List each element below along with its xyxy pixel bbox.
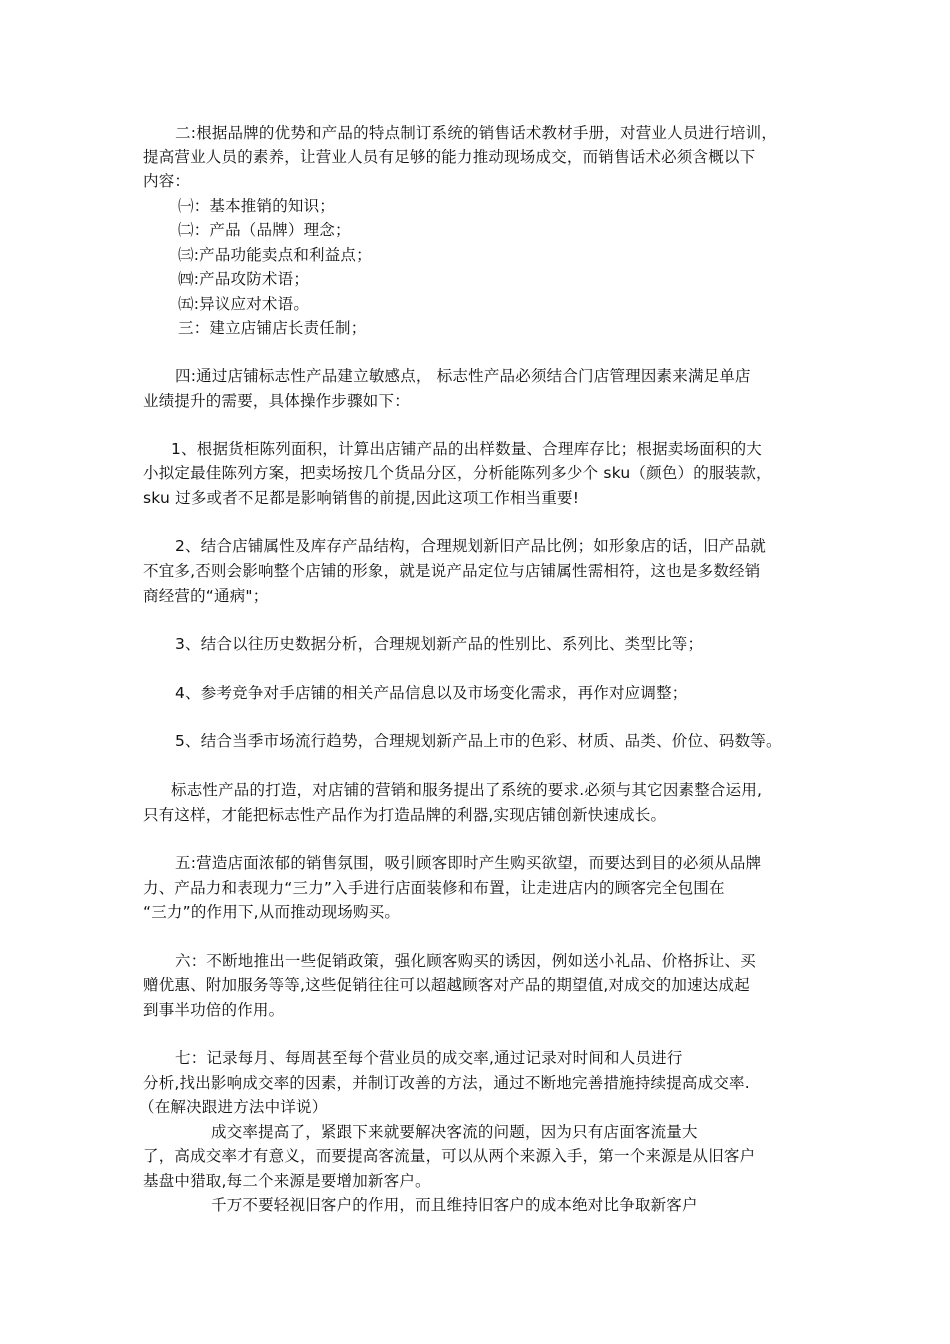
text-line: 1、根据货柜陈列面积，计算出店铺产品的出样数量、合理库存比；根据卖场面积的大 (171, 440, 762, 458)
text-line: “三力”的作用下,从而推动现场购买。 (143, 903, 401, 921)
list-item: ㈤:异议应对术语。 (178, 295, 310, 313)
text-line: 六：不断地推出一些促销政策，强化顾客购买的诱因，例如送小礼品、价格拆让、买 (175, 952, 756, 970)
list-item: ㈢:产品功能卖点和利益点； (178, 246, 372, 264)
list-item: ㈠：基本推销的知识； (178, 197, 336, 215)
text-line: sku 过多或者不足都是影响销售的前提,因此这项工作相当重要! (143, 489, 580, 507)
text-line: 标志性产品的打造，对店铺的营销和服务提出了系统的要求.必须与其它因素整合运用, (171, 781, 763, 799)
text-line: 五:营造店面浓郁的销售氛围，吸引顾客即时产生购买欲望，而要达到目的必须从品牌 (175, 854, 762, 872)
text-line: 成交率提高了，紧跟下来就要解决客流的问题，因为只有店面客流量大 (211, 1123, 698, 1141)
text-line: 不宜多,否则会影响整个店铺的形象，就是说产品定位与店铺属性需相符，这也是多数经销 (143, 562, 761, 580)
text-line: 商经营的“通病"； (143, 587, 269, 605)
text-line: 千万不要轻视旧客户的作用，而且维持旧客户的成本绝对比争取新客户 (211, 1196, 698, 1214)
text-line: 力、产品力和表现力“三力”入手进行店面装修和布置，让走进店内的顾客完全包围在 (143, 879, 725, 897)
text-line: 内容： (143, 172, 191, 190)
text-line: 提高营业人员的素养，让营业人员有足够的能力推动现场成交，而销售话术必须含概以下 (143, 148, 756, 166)
text-line: 七：记录每月、每周甚至每个营业员的成交率,通过记录对时间和人员进行 (175, 1049, 683, 1067)
text-line: 到事半功倍的作用。 (143, 1001, 285, 1019)
text-line: 3、结合以往历史数据分析，合理规划新产品的性别比、系列比、类型比等； (175, 635, 704, 653)
text-line: 业绩提升的需要，具体操作步骤如下： (143, 392, 410, 410)
text-line: 小拟定最佳陈列方案，把卖场按几个货品分区，分析能陈列多少个 sku（颜色）的服装款， (143, 464, 772, 482)
text-line: 只有这样，才能把标志性产品作为打造品牌的利器,实现店铺创新快速成长。 (143, 806, 667, 824)
text-line: 5、结合当季市场流行趋势，合理规划新产品上市的色彩、材质、品类、价位、码数等。 (175, 732, 782, 750)
text-line: 赠优惠、附加服务等等,这些促销往往可以超越顾客对产品的期望值,对成交的加速达成起 (143, 976, 750, 994)
list-item: ㈣:产品攻防术语； (178, 270, 310, 288)
text-line: 了，高成交率才有意义，而要提高客流量，可以从两个来源入手，第一个来源是从旧客户 (143, 1147, 756, 1165)
text-line: （在解决跟进方法中详说） (139, 1098, 328, 1116)
text-line: 分析,找出影响成交率的因素，并制订改善的方法，通过不断地完善措施持续提高成交率. (143, 1074, 750, 1092)
text-line: 四:通过店铺标志性产品建立敏感点， 标志性产品必须结合门店管理因素来满足单店 (175, 367, 751, 385)
text-line: 4、参考竞争对手店铺的相关产品信息以及市场变化需求，再作对应调整； (175, 684, 688, 702)
text-line: 基盘中猎取,每二个来源是要增加新客户。 (143, 1172, 431, 1190)
section-heading: 三：建立店铺店长责任制； (178, 319, 367, 337)
text-line: 二:根据品牌的优势和产品的特点制订系统的销售话术教材手册，对营业人员进行培训， (175, 124, 778, 142)
text-line: 2、结合店铺属性及库存产品结构，合理规划新旧产品比例；如形象店的话，旧产品就 (175, 537, 766, 555)
list-item: ㈡：产品（品牌）理念； (178, 221, 351, 239)
